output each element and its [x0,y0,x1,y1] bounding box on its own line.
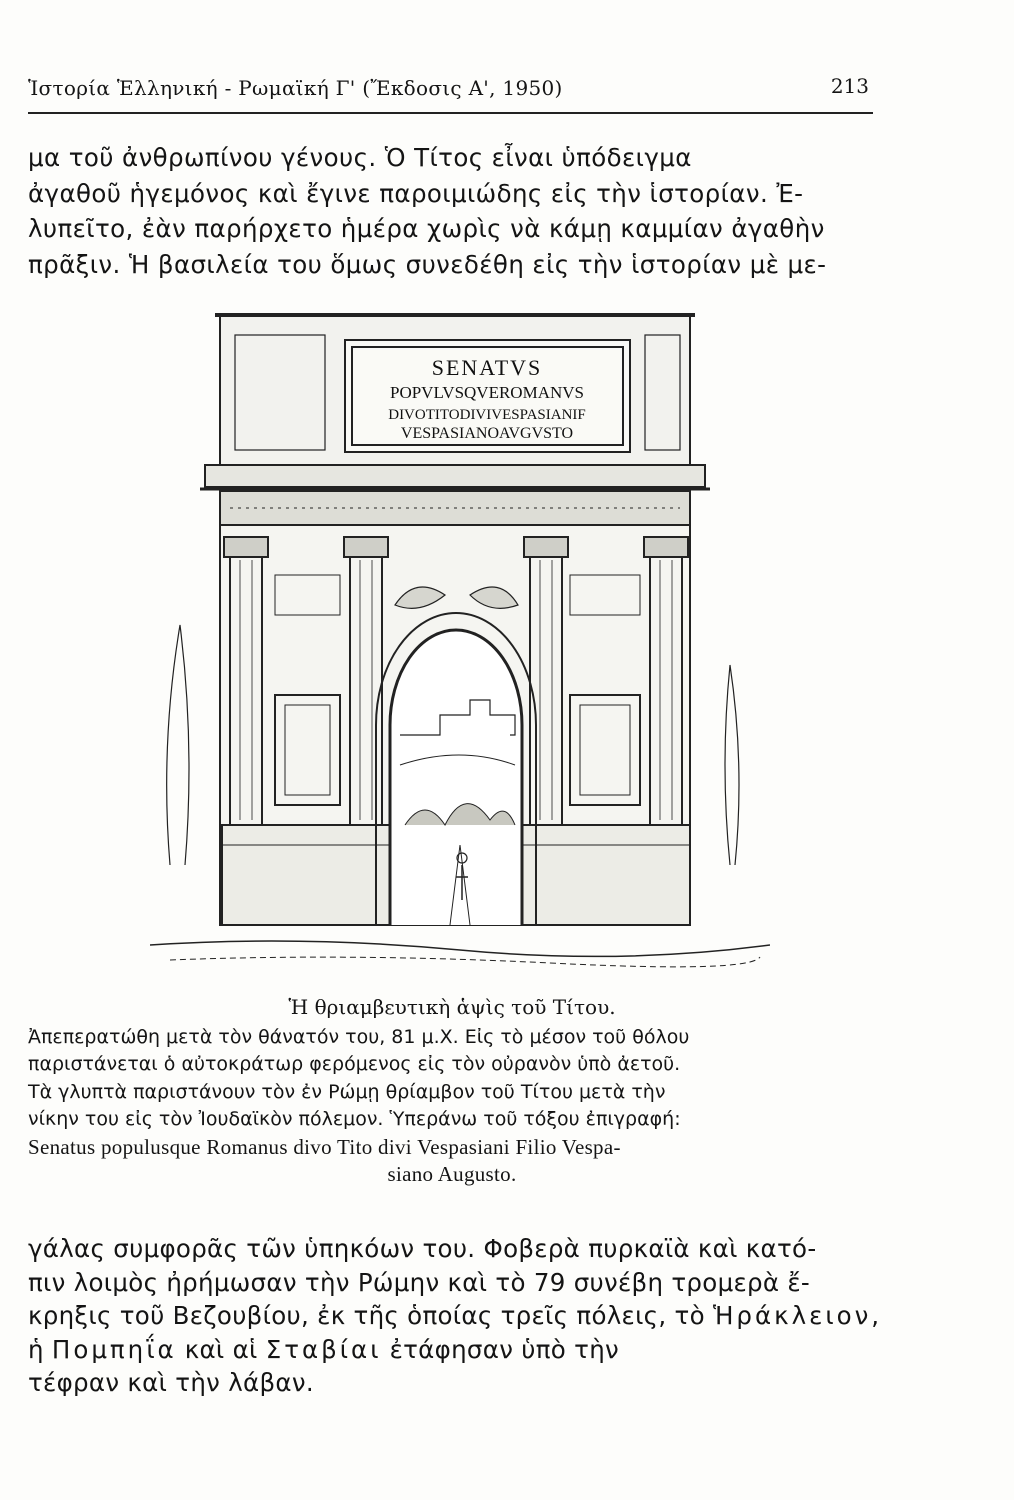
arch-engraving [150,305,770,975]
text-line [28,1333,876,1367]
figure-caption [28,994,876,1189]
caption-latin-line: Senatus populusque Romanus divo Tito divi Vespasiani Filio Vespa- [28,1134,621,1159]
caption-line: Τὰ γλυπτὰ παριστάνουν τὸν ἐν Ρώμῃ θρίαμβον τοῦ Τίτου μετὰ τὴν [28,1080,666,1103]
text-line: ἀγαθοῦ ἡγεμόνος καὶ ἔγινε παροιμιώδης εἰς τὴν ἱστορίαν. Ἐ- [28,178,804,208]
inscription-line: POPVLVSQVEROMANVS [390,383,584,402]
caption-line: Ἀπεπερατώθη μετὰ τὸν θάνατόν του, 81 μ.Χ. Εἰς τὸ μέσον τοῦ θόλου [28,1025,690,1048]
paragraph-bottom [28,1232,883,1400]
text-fragment: κρηξις τοῦ Βεζουβίου, ἐκ τῆς ὁποίας τρεῖς πόλεις, τὸ [28,1301,705,1330]
text-fragment: ἡ [28,1334,44,1364]
text-line [28,1299,883,1333]
caption-line: νίκην του εἰς τὸν Ἰουδαϊκὸν πόλεμον. Ὑπεράνω τοῦ τόξου ἐπιγραφή: [28,1108,681,1130]
text-fragment: καὶ αἱ [184,1334,258,1364]
text-line: πιν λοιμὸς ἠρήμωσαν τὴν Ρώμην καὶ τὸ 79 συνέβη τρομερὰ ἔ- [28,1267,811,1297]
page-number: 213 [830,74,869,98]
inscription-line: DIVOTITODIVIVESPASIANIF [388,407,586,423]
text-line: γάλας συμφορᾶς τῶν ὑπηκόων του. Φοβερὰ πυρκαϊὰ καὶ κατό- [28,1234,817,1263]
arch-of-titus-illustration [150,305,770,975]
text-line: πρᾶξιν. Ἡ βασιλεία του ὅμως συνεδέθη εἰς τὴν ἱστορίαν μὲ με- [28,249,827,279]
text-line: μα τοῦ ἀνθρωπίνου γένους. Ὁ Τίτος εἶναι ὑπόδειγμα [28,143,692,172]
paragraph-top [28,140,876,282]
inscription-line: SENATVS [431,355,543,380]
running-header [28,72,873,114]
caption-title: Ἡ θριαμβευτικὴ ἁψὶς τοῦ Τίτου. [288,995,616,1019]
inscription-line: VESPASIANOAVGVSTO [400,425,574,442]
spaced-name-stabiae: Σταβίαι [265,1334,382,1364]
book-title: Ἱστορία Ἑλληνική - Ρωμαϊκή Γ' (Ἔκδοσις Α', 1950) [28,76,563,100]
spaced-name-pompeii: Πομπηΐα [51,1334,177,1364]
text-line: λυπεῖτο, ἐὰν παρήρχετο ἡμέρα χωρὶς νὰ κάμῃ καμμίαν ἀγαθὴν [28,214,825,243]
caption-line: παριστάνεται ὁ αὐτοκράτωρ φερόμενος εἰς τὸν οὐρανὸν ὑπὸ ἀετοῦ. [28,1053,681,1075]
text-fragment: ἐτάφησαν ὑπὸ τὴν [389,1334,620,1364]
caption-latin-last: siano Augusto. [387,1162,517,1186]
text-line: τέφραν καὶ τὴν λάβαν. [28,1368,314,1397]
spaced-name-herculaneum: Ἡράκλειον, [712,1301,883,1330]
